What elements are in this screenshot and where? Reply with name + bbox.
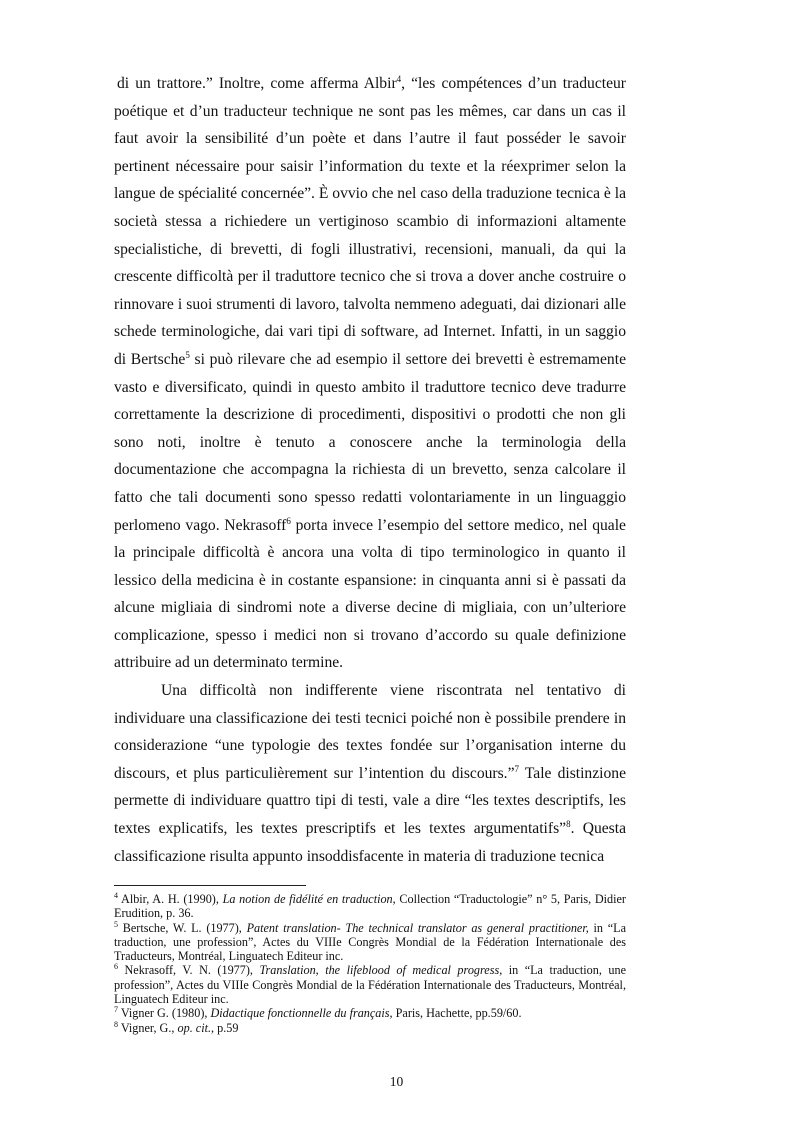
text-segment: Una difficoltà non indifferente viene riscontrata nel tentativo di individuare una classificazione dei testi tecnici poiché non è possibile prendere in considerazione “une typologie des textes fondée sur l’organisation interne du discours, et plus particulièrement sur l’intention du discours.” [114, 682, 626, 782]
text-segment: . Questa classificazione risulta appunto insoddisfacente in materia di traduzione tecnica [114, 820, 626, 865]
footnote-text: Albir, A. H. (1990), [121, 892, 223, 906]
footnote [114, 1021, 626, 1035]
footnote-ref: 5 [185, 349, 190, 360]
footnote [114, 1006, 626, 1020]
footnote-text: Paris, Hachette, pp.59/60. [392, 1006, 522, 1021]
footnote-number: 4 [114, 890, 118, 900]
footnote-text: Vigner G. (1980), [120, 1006, 211, 1021]
footnote-title: Didactique fonctionnelle du français, [210, 1006, 393, 1021]
footnote-title: Translation, the lifeblood of medical progress, [259, 963, 503, 978]
text-segment: , “les compétences d’un traducteur poétique et d’un traducteur technique ne sont pas les mêmes, car dans un cas il faut avoir la sensibilité d’un poète et dans l’autre il faut posséder le savoir pertinent nécessaire pour saisir l’information du texte et la réexprimer selon la langue de spécialité concernée”. È ovvio che nel caso della traduzione tecnica è la società stessa a richiedere un vertiginoso scambio di informazioni altamente specialistiche, di brevetti, di fogli illustrativi, recensioni, manuali, da qui la crescente difficoltà per il traduttore tecnico che si trova a dover anche costruire o rinnovare i suoi strumenti di lavoro, talvolta nemmeno adeguati, dai dizionari alle schede terminologiche, dai vari tipi di software, ad Internet. Infatti, in un saggio di Bertsche [114, 75, 626, 368]
footnotes [114, 892, 626, 1035]
footnote-text: in “La traduction, une profession”, Actes du VIIIe Congrès Mondial de la Fédération Internationale des Traducteurs, Montréal, Linguatech Editeur inc. [114, 920, 626, 964]
paragraph [114, 70, 626, 677]
footnote-ref: 7 [514, 763, 520, 774]
text-segment: si può rilevare che ad esempio il settore dei brevetti è estremamente vasto e diversificato, quindi in questo ambito il traduttore tecnico deve tradurre correttamente la descrizione di procedimenti, dispositivi o prodotti che non gli sono noti, inoltre è tenuto a conoscere anche la terminologia della documentazione che accompagna la richiesta di un brevetto, senza calcolare il fatto che tali documenti sono spesso redatti volontariamente in un linguaggio perlomeno vago. Nekrasoff [114, 350, 626, 534]
footnote-ref: 4 [396, 73, 402, 84]
footnote-number: 7 [114, 1005, 118, 1015]
footnote-text: in “La traduction, une profession”, Actes du VIIIe Congrès Mondial de la Fédération Internationale des Traducteurs, Montréal, Linguatech Editeur inc. [114, 963, 626, 1007]
footnote-text: , p.59 [211, 1020, 239, 1035]
footnote-number: 5 [114, 919, 118, 929]
footnote-text: Vigner, G., [120, 1020, 178, 1035]
page-number: 10 [389, 1074, 404, 1089]
footnote [114, 963, 626, 1006]
footnote-text: Bertsche, W. L. (1977), [122, 920, 247, 935]
footnote-text: Collection “Traductologie” n° 5, Paris, Didier Erudition, p. 36. [114, 892, 626, 921]
paragraph [114, 677, 626, 870]
body-text [114, 70, 626, 870]
footnote-number: 6 [114, 962, 118, 972]
footnote-title: La notion de fidélité en traduction, [222, 892, 396, 906]
footnote-title: op. cit. [177, 1020, 212, 1035]
footnote-number: 8 [114, 1019, 118, 1029]
footnote-title: Patent translation- The technical translator as general practitioner, [246, 920, 589, 935]
footnote-ref: 6 [286, 515, 291, 526]
footnote [114, 921, 626, 964]
text-segment: porta invece l’esempio del settore medico, nel quale la principale difficoltà è ancora una volta di tipo terminologico in quanto il lessico della medicina è in costante espansione: in cinquanta anni si è passati da alcune migliaia di sindromi note a diverse decine di migliaia, con un’ulteriore complicazione, spesso i medici non si trovano d’accordo su quale definizione attribuire ad un determinato termine. [114, 516, 626, 672]
text-segment: di un trattore.” Inoltre, come afferma Albir [117, 75, 397, 92]
footnote-separator [114, 885, 306, 886]
footnote-ref: 8 [566, 818, 571, 829]
footnote [114, 892, 626, 921]
text-segment: Tale distinzione permette di individuare quattro tipi di testi, vale a dire “les textes descriptifs, les textes explicatifs, les textes prescriptifs et les textes argumentatifs” [114, 764, 627, 838]
footnote-text: Nekrasoff, V. N. (1977), [124, 963, 260, 978]
